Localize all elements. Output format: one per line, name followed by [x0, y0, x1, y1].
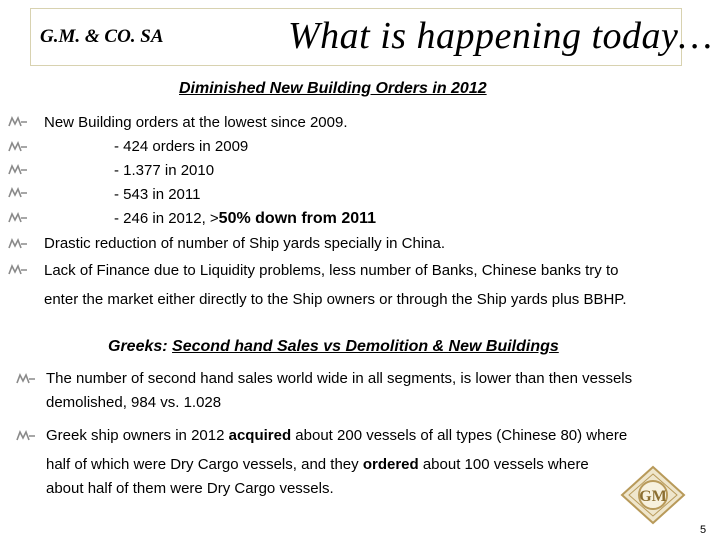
company-logo-icon: [620, 465, 686, 525]
bullet-text: New Building orders at the lowest since 2009.: [44, 114, 348, 131]
company-name: G.M. & CO. SA: [40, 26, 164, 47]
page-number: 5: [700, 524, 707, 536]
sub-bullet-text: - 246 in 2012, >50% down from 2011: [114, 210, 377, 227]
gm-bullet-icon: [16, 430, 36, 442]
gm-bullet-icon: [8, 164, 28, 176]
section2-heading: Greeks: Second hand Sales vs Demolition & New Buildings: [108, 338, 559, 355]
gm-bullet-icon: [8, 212, 28, 224]
bullet-text: Drastic reduction of number of Ship yards specially in China.: [44, 235, 446, 252]
sub-bullet-text: - 424 orders in 2009: [114, 138, 249, 155]
sub-bullet-text: - 1.377 in 2010: [114, 162, 215, 179]
bullet-text: Greek ship owners in 2012 acquired about 200 vessels of all types (Chinese 80) where: [46, 427, 628, 444]
gm-bullet-icon: [8, 116, 28, 128]
bullet-text: demolished, 984 vs. 1.028: [46, 394, 222, 411]
sub-bullet-text: - 543 in 2011: [114, 186, 201, 203]
bullet-text: The number of second hand sales world wide in all segments, is lower than then vessels: [46, 370, 633, 387]
bullet-text: enter the market either directly to the Ship owners or through the Ship yards plus BBHP.: [44, 291, 627, 308]
emphasis-text: 50% down from 2011: [218, 210, 377, 227]
gm-bullet-icon: [8, 187, 28, 199]
gm-bullet-icon: [8, 141, 28, 153]
svg-text:GM: GM: [639, 488, 667, 505]
gm-bullet-icon: [8, 238, 28, 250]
gm-bullet-icon: [16, 373, 36, 385]
section1-heading: Diminished New Building Orders in 2012: [179, 80, 487, 97]
bullet-text: half of which were Dry Cargo vessels, and they ordered about 100 vessels where: [46, 456, 589, 473]
bullet-text: about half of them were Dry Cargo vessels.: [46, 480, 334, 497]
gm-bullet-icon: [8, 264, 28, 276]
slide-title: What is happening today…: [288, 15, 713, 57]
bullet-text: Lack of Finance due to Liquidity problems, less number of Banks, Chinese banks try to: [44, 262, 619, 279]
